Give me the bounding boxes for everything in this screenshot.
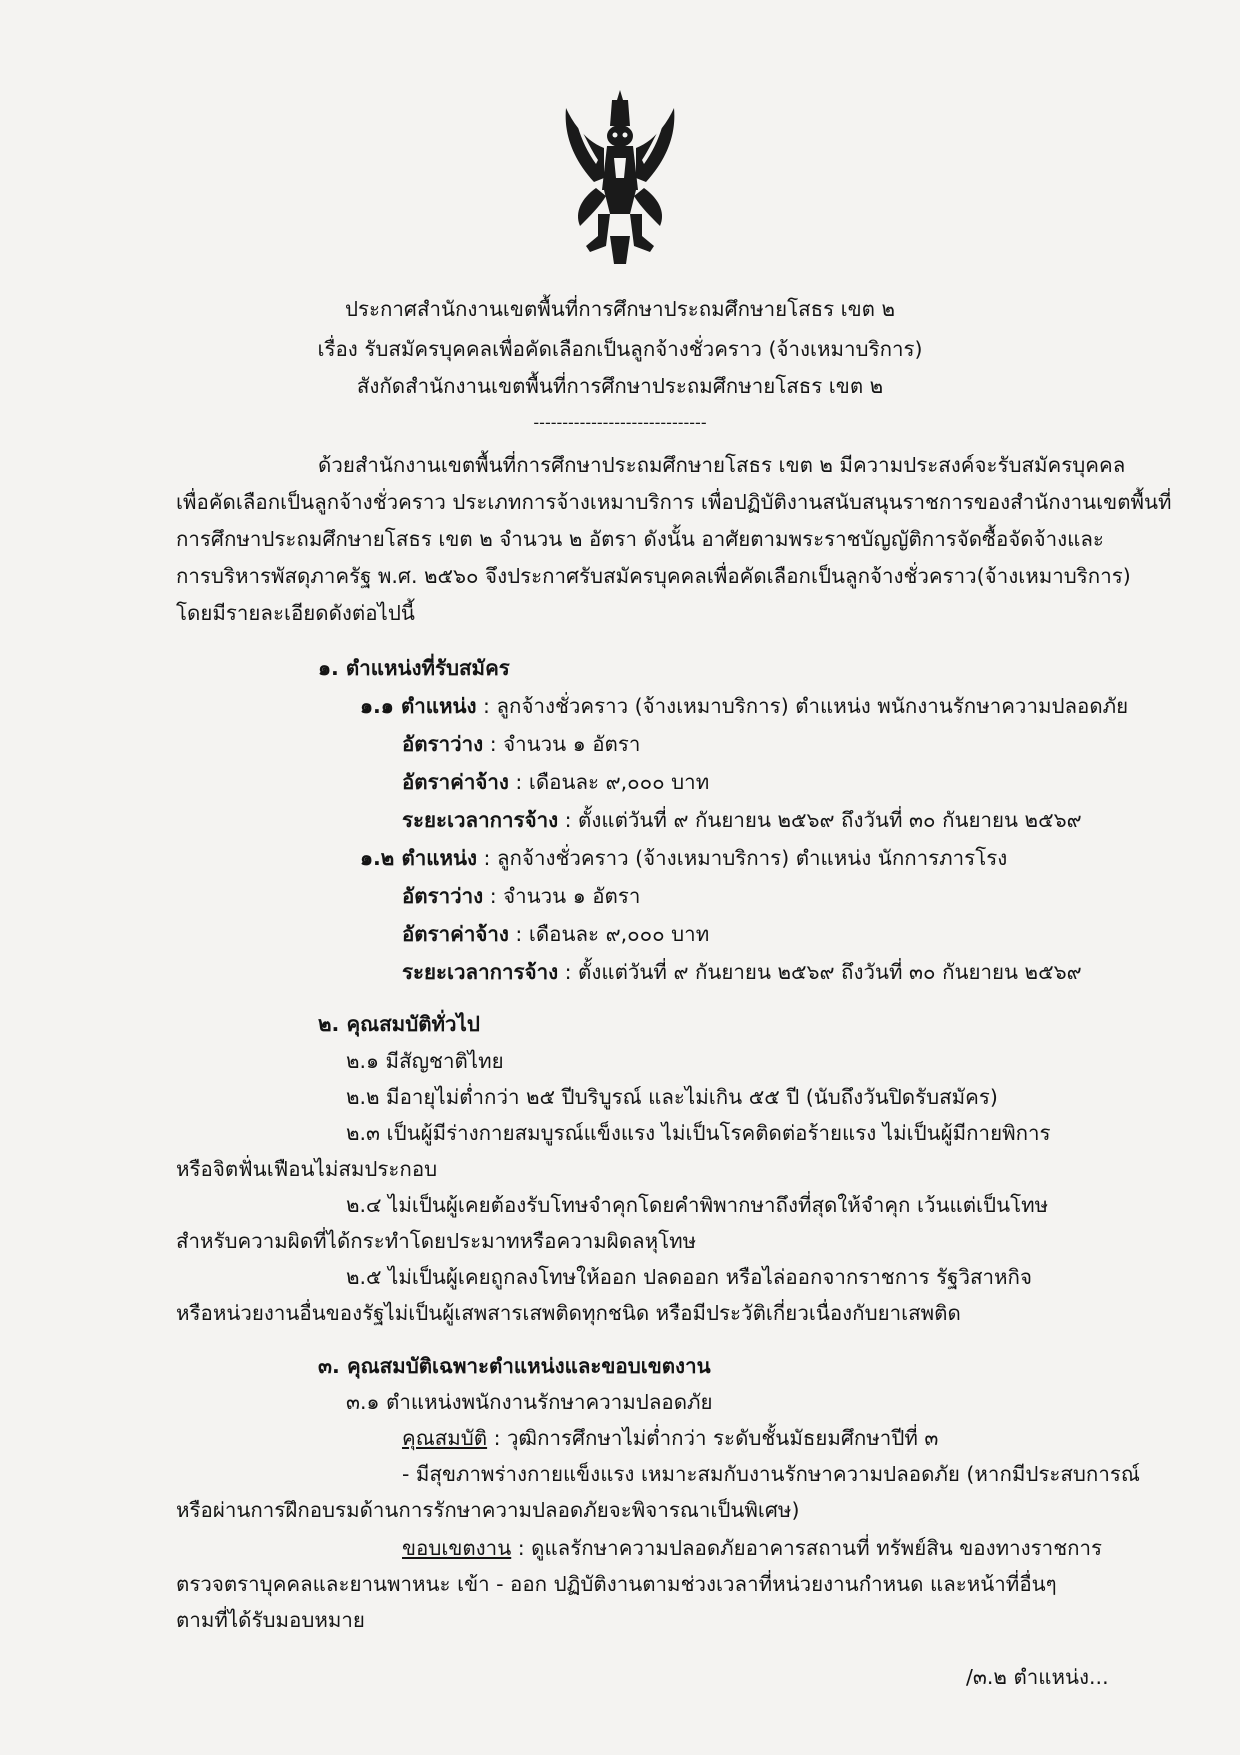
qualification-value: : วุฒิการศึกษาไม่ต่ำกว่า ระดับชั้นมัธยมศึกษาปีที่ ๓: [487, 1426, 939, 1450]
wage-value: : เดือนละ ๙,๐๐๐ บาท: [508, 922, 710, 946]
qualification-item: ๒.๑ มีสัญชาติไทย: [346, 1049, 504, 1073]
qualification-item: ๒.๓ เป็นผู้มีร่างกายสมบูรณ์แข็งแรง ไม่เป็นโรคติดต่อร้ายแรง ไม่เป็นผู้มีกายพิการ: [346, 1121, 1051, 1145]
intro-line: โดยมีรายละเอียดดังต่อไปนี้: [176, 601, 415, 625]
qualification-line: หรือผ่านการฝึกอบรมด้านการรักษาความปลอดภัยจะพิจารณาเป็นพิเศษ): [176, 1498, 800, 1522]
scope-label: ขอบเขตงาน: [402, 1536, 512, 1560]
period-label: ระยะเวลาการจ้าง: [402, 960, 559, 984]
qualification-label: คุณสมบัติ: [402, 1426, 488, 1450]
vacancy-label: อัตราว่าง: [402, 732, 484, 756]
wage-value: : เดือนละ ๙,๐๐๐ บาท: [508, 770, 710, 794]
qualification-item: ๒.๔ ไม่เป็นผู้เคยต้องรับโทษจำคุกโดยคำพิพากษาถึงที่สุดให้จำคุก เว้นแต่เป็นโทษ: [346, 1193, 1049, 1217]
scope-value: : ดูแลรักษาความปลอดภัยอาคารสถานที่ ทรัพย์สิน ของทางราชการ: [511, 1536, 1103, 1560]
qualification-line: [402, 1425, 938, 1451]
intro-line: การบริหารพัสดุภาครัฐ พ.ศ. ๒๕๖๐ จึงประกาศรับสมัครบุคคลเพื่อคัดเลือกเป็นลูกจ้างชั่วคราว(จ้างเหมาบริการ): [176, 564, 1131, 588]
qualification-item: หรือหน่วยงานอื่นของรัฐไม่เป็นผู้เสพสารเสพติดทุกชนิด หรือมีประวัติเกี่ยวเนื่องกับยาเสพติด: [176, 1301, 961, 1325]
vacancy-label: อัตราว่าง: [402, 884, 484, 908]
intro-line: การศึกษาประถมศึกษายโสธร เขต ๒ จำนวน ๒ อัตรา ดังนั้น อาศัยตามพระราชบัญญัติการจัดซื้อจัดจ้างและ: [176, 527, 1104, 551]
section-3-heading: ๓. คุณสมบัติเฉพาะตำแหน่งและขอบเขตงาน: [318, 1354, 711, 1378]
period-label: ระยะเวลาการจ้าง: [402, 808, 559, 832]
position-2-wage: [402, 921, 709, 947]
position-2-line: [360, 845, 1007, 871]
qualification-line: - มีสุขภาพร่างกายแข็งแรง เหมาะสมกับงานรักษาความปลอดภัย (หากมีประสบการณ์: [402, 1462, 1140, 1486]
announcement-agency: สังกัดสำนักงานเขตพื้นที่การศึกษาประถมศึกษายโสธร เขต ๒: [356, 374, 884, 398]
vacancy-value: : จำนวน ๑ อัตรา: [483, 884, 641, 908]
intro-line: เพื่อคัดเลือกเป็นลูกจ้างชั่วคราว ประเภทการจ้างเหมาบริการ เพื่อปฏิบัติงานสนับสนุนราชการของสำนักงานเขตพื้นที่: [176, 490, 1172, 514]
position-1-vacancy: [402, 731, 640, 757]
qualification-item: สำหรับความผิดที่ได้กระทำโดยประมาทหรือความผิดลหุโทษ: [176, 1229, 697, 1253]
section-2-heading: ๒. คุณสมบัติทั่วไป: [318, 1012, 480, 1036]
position-1-title: : ลูกจ้างชั่วคราว (จ้างเหมาบริการ) ตำแหน่ง พนักงานรักษาความปลอดภัย: [476, 694, 1129, 718]
position-2-title: : ลูกจ้างชั่วคราว (จ้างเหมาบริการ) ตำแหน่ง นักการภารโรง: [477, 846, 1008, 870]
scope-line: [402, 1535, 1102, 1561]
qualification-item: ๒.๒ มีอายุไม่ต่ำกว่า ๒๕ ปีบริบูรณ์ และไม่เกิน ๕๕ ปี (นับถึงวันปิดรับสมัคร): [346, 1085, 998, 1109]
position-1-label: ๑.๑ ตำแหน่ง: [360, 694, 477, 718]
section-3-subheading: ๓.๑ ตำแหน่งพนักงานรักษาความปลอดภัย: [346, 1390, 713, 1414]
wage-label: อัตราค่าจ้าง: [402, 922, 509, 946]
position-2-label: ๑.๒ ตำแหน่ง: [360, 846, 478, 870]
scope-line: ตรวจตราบุคคลและยานพาหนะ เข้า - ออก ปฏิบัติงานตามช่วงเวลาที่หน่วยงานกำหนด และหน้าที่อื่นๆ: [176, 1572, 1057, 1596]
period-value: : ตั้งแต่วันที่ ๙ กันยายน ๒๕๖๙ ถึงวันที่ ๓๐ กันยายน ๒๕๖๙: [558, 960, 1082, 984]
wage-label: อัตราค่าจ้าง: [402, 770, 509, 794]
position-2-vacancy: [402, 883, 640, 909]
qualification-item: ๒.๕ ไม่เป็นผู้เคยถูกลงโทษให้ออก ปลดออก หรือไล่ออกจากราชการ รัฐวิสาหกิจ: [346, 1265, 1032, 1289]
announcement-subject: เรื่อง รับสมัครบุคคลเพื่อคัดเลือกเป็นลูกจ้างชั่วคราว (จ้างเหมาบริการ): [317, 337, 923, 361]
intro-line: ด้วยสำนักงานเขตพื้นที่การศึกษาประถมศึกษายโสธร เขต ๒ มีความประสงค์จะรับสมัครบุคคล: [318, 453, 1126, 477]
position-1-period: [402, 807, 1082, 833]
page-continuation: /๓.๒ ตำแหน่ง...: [966, 1665, 1109, 1689]
qualification-item: หรือจิตฟั่นเฟือนไม่สมประกอบ: [176, 1157, 438, 1181]
garuda-emblem-icon: [560, 86, 680, 268]
position-2-period: [402, 959, 1082, 985]
position-1-wage: [402, 769, 709, 795]
announcement-title: ประกาศสำนักงานเขตพื้นที่การศึกษาประถมศึกษายโสธร เขต ๒: [344, 297, 896, 321]
section-1-heading: ๑. ตำแหน่งที่รับสมัคร: [318, 656, 510, 680]
header-divider: ------------------------------: [533, 413, 707, 432]
period-value: : ตั้งแต่วันที่ ๙ กันยายน ๒๕๖๙ ถึงวันที่ ๓๐ กันยายน ๒๕๖๙: [558, 808, 1082, 832]
position-1-line: [360, 693, 1128, 719]
vacancy-value: : จำนวน ๑ อัตรา: [483, 732, 641, 756]
scope-line: ตามที่ได้รับมอบหมาย: [176, 1608, 365, 1632]
